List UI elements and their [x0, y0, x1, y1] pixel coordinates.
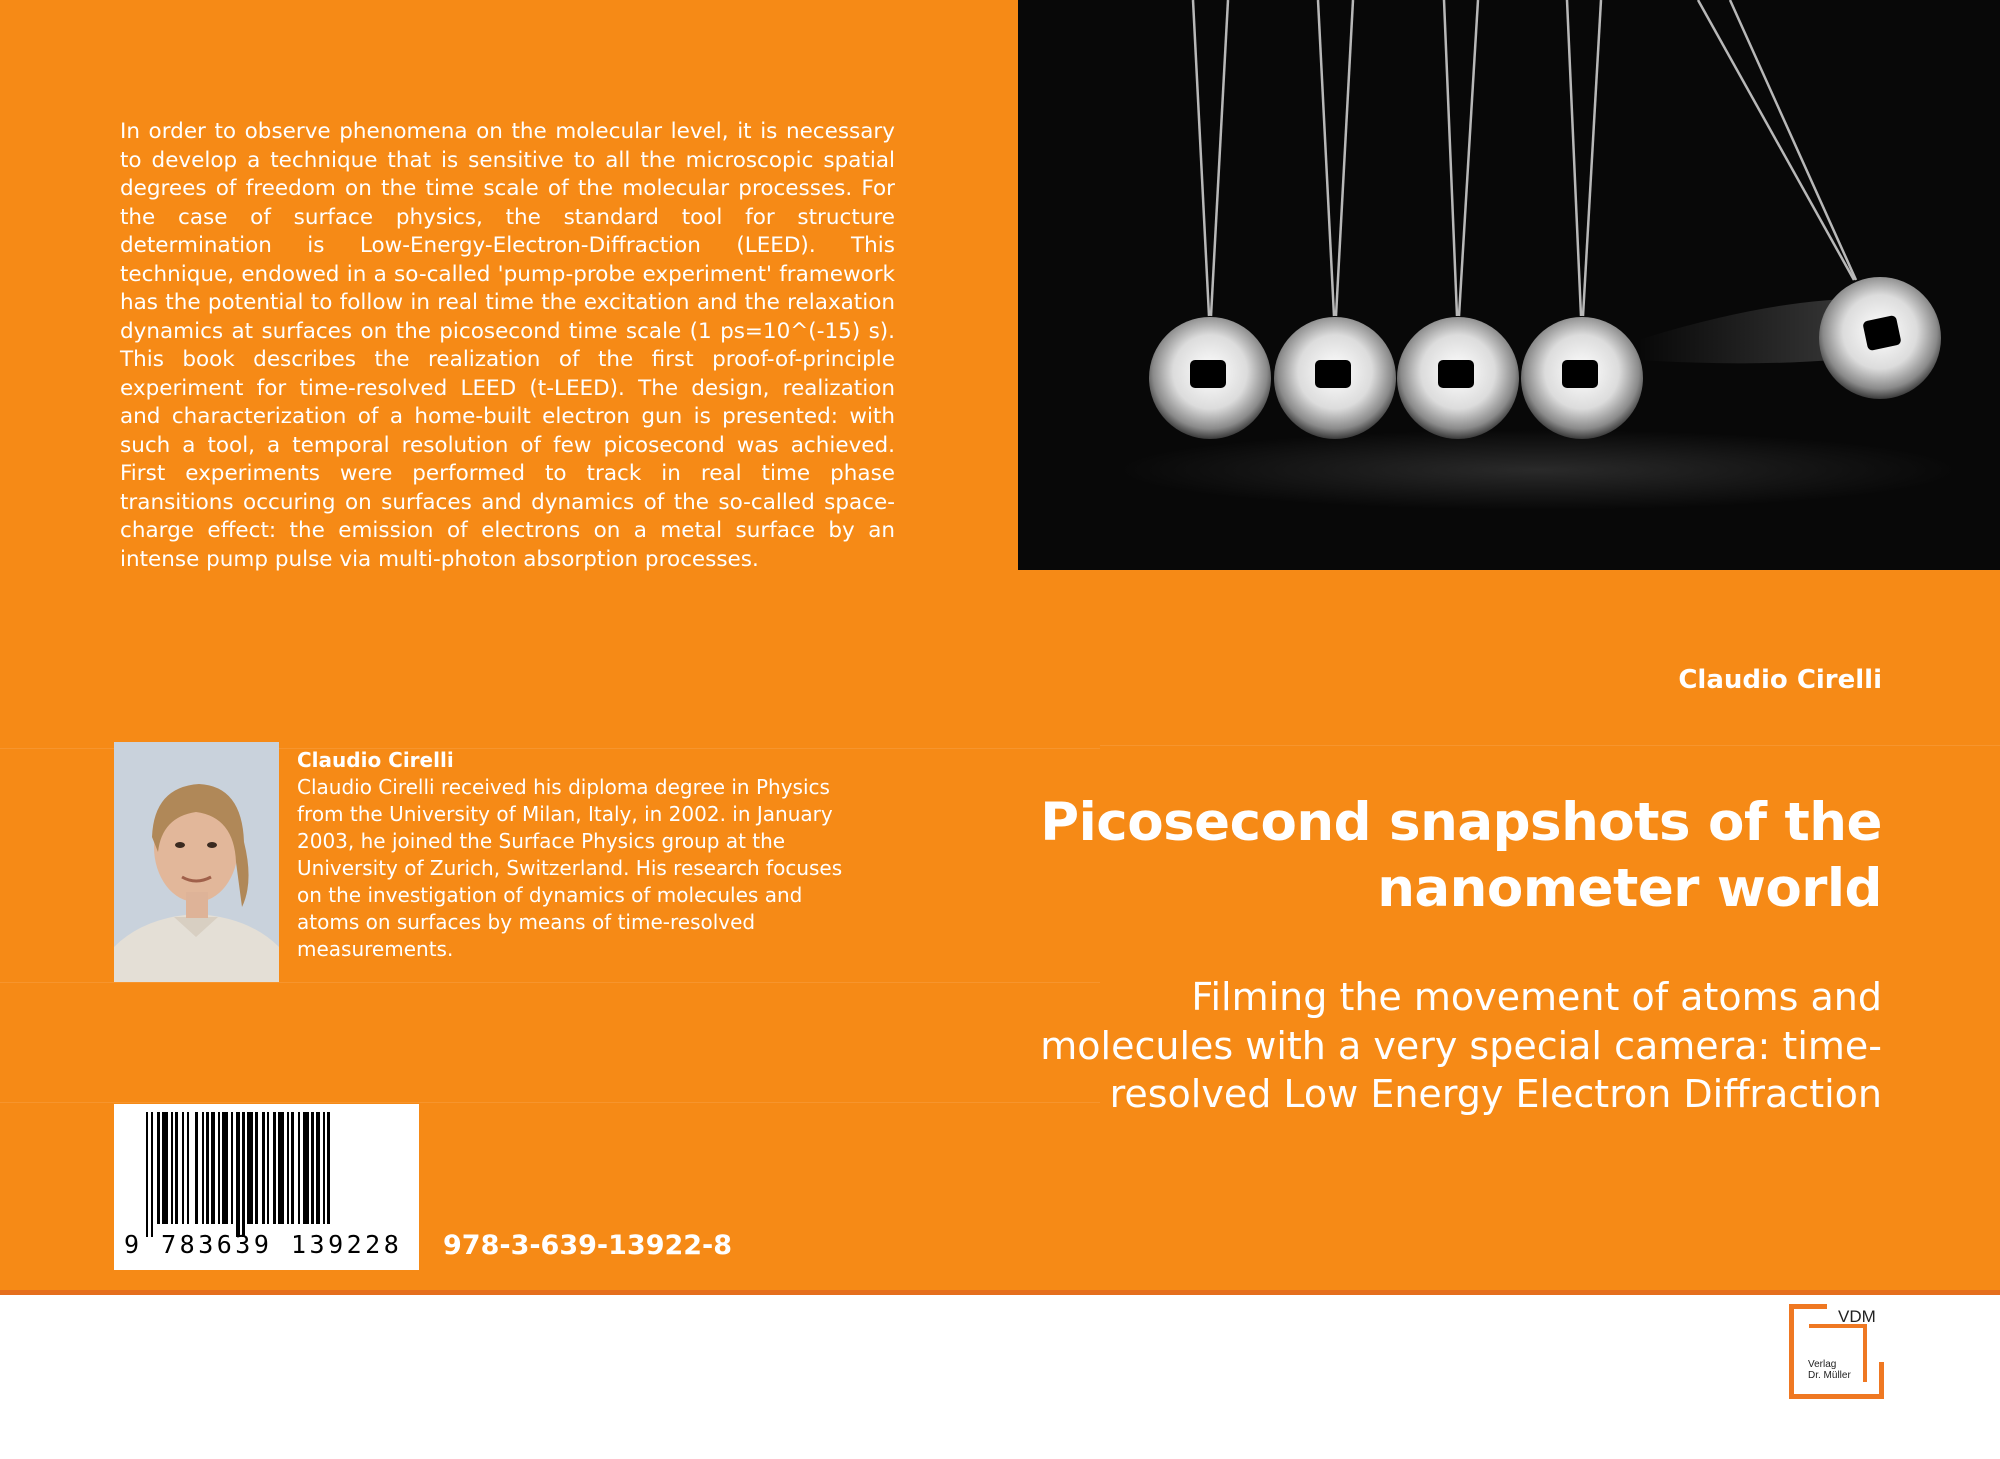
barcode-bar — [311, 1112, 314, 1224]
divider — [0, 982, 1100, 983]
barcode-bar — [211, 1112, 215, 1224]
author-bio-name: Claudio Cirelli — [297, 748, 454, 772]
book-title: Picosecond snapshots of the nanometer world — [1040, 792, 1882, 919]
cover-photo-newtons-cradle — [1018, 0, 2000, 570]
barcode-bar — [236, 1112, 240, 1237]
bottom-white-band — [0, 1295, 2000, 1459]
barcode-digits: 9 783639 139228 — [124, 1230, 403, 1259]
barcode-bar — [231, 1112, 233, 1224]
barcode-bar — [171, 1112, 173, 1224]
book-subtitle: Filming the movement of atoms and molecules with a very special camera: time-resolved Low Energy Electron Diffraction — [1040, 975, 1882, 1116]
author-photo — [114, 742, 279, 982]
divider — [1100, 745, 2000, 746]
barcode-bar — [182, 1112, 184, 1224]
barcode-bar — [162, 1112, 168, 1224]
barcode-bar — [242, 1112, 245, 1237]
barcode-bar — [151, 1112, 153, 1237]
barcode-bar — [291, 1112, 294, 1224]
newtons-cradle-illustration — [1018, 0, 2000, 570]
barcode-bar — [287, 1112, 289, 1224]
barcode-bar — [218, 1112, 220, 1224]
cradle-ball-swinging — [1819, 277, 1941, 399]
logo-subtext-line1: Verlag — [1808, 1359, 1837, 1370]
barcode-bar — [255, 1112, 258, 1224]
divider — [0, 1102, 1100, 1103]
cradle-ball — [1397, 317, 1519, 439]
barcode-bar — [195, 1112, 198, 1224]
barcode-bar — [267, 1112, 269, 1224]
barcode-bar — [327, 1112, 330, 1224]
cradle-ball — [1274, 317, 1396, 439]
barcode-bar — [278, 1112, 284, 1224]
front-cover-author: Claudio Cirelli — [1678, 665, 1882, 695]
barcode-bar — [298, 1112, 300, 1224]
author-bio-text: Claudio Cirelli received his diploma degree in Physics from the University of Milan, Italy, in 2002. in January 2003, he joined the Surface Physics group at the University of Zurich, Switzerland. His research focuses on the investigation of dynamics of molecules and atoms on surfaces by means of time-resolved measurements. — [297, 775, 843, 961]
cradle-ball — [1149, 317, 1271, 439]
logo-subtext — [1808, 1359, 1851, 1381]
isbn-barcode — [114, 1104, 419, 1270]
logo-text: VDM — [1838, 1307, 1876, 1326]
logo-frame — [1879, 1362, 1884, 1399]
publisher-logo — [1789, 1304, 1884, 1399]
logo-frame — [1789, 1304, 1827, 1309]
author-bio — [297, 747, 867, 963]
back-cover-blurb: In order to observe phenomena on the molecular level, it is necessary to develop a technique that is sensitive to all the microscopic spatial degrees of freedom on the time scale of the molecular processes. For the case of surface physics, the standard tool for structure determination is Low-Energy-Electron-Diffraction (LEED). This technique, endowed in a so-called 'pump-probe experiment' framework has the potential to follow in real time the excitation and the relaxation dynamics at surfaces on the picosecond time scale (1 ps=10^(-15) s). This book describes the realization of the first proof-of-principle experiment for time-resolved LEED (t-LEED). The design, realization and characterization of a home-built electron gun is presented: with such a tool, a temporal resolution of few picosecond was achieved. First experiments were performed to track in real time phase transitions occuring on surfaces and dynamics of the so-called space-charge effect: the emission of electrons on a metal surface by an intense pump pulse via multi-photon absorption processes. — [120, 119, 895, 572]
barcode-bar — [157, 1112, 160, 1224]
barcode-bar — [202, 1112, 204, 1224]
logo-subtext-line2: Dr. Müller — [1808, 1370, 1851, 1381]
author-portrait-illustration — [114, 742, 279, 982]
surface-glow — [1118, 430, 1958, 510]
barcode-bar — [262, 1112, 265, 1224]
barcode-bar — [187, 1112, 189, 1224]
barcode-bar — [323, 1112, 325, 1224]
cradle-ball — [1521, 317, 1643, 439]
barcode-bar — [175, 1112, 178, 1224]
barcode-bar — [146, 1112, 148, 1237]
barcode-bar — [303, 1112, 309, 1224]
barcode-bar — [206, 1112, 209, 1224]
barcode-bar — [247, 1112, 253, 1224]
barcode-bar — [222, 1112, 228, 1224]
barcode-bar — [316, 1112, 320, 1224]
isbn-number: 978-3-639-13922-8 — [443, 1230, 733, 1261]
barcode-bar — [273, 1112, 276, 1224]
